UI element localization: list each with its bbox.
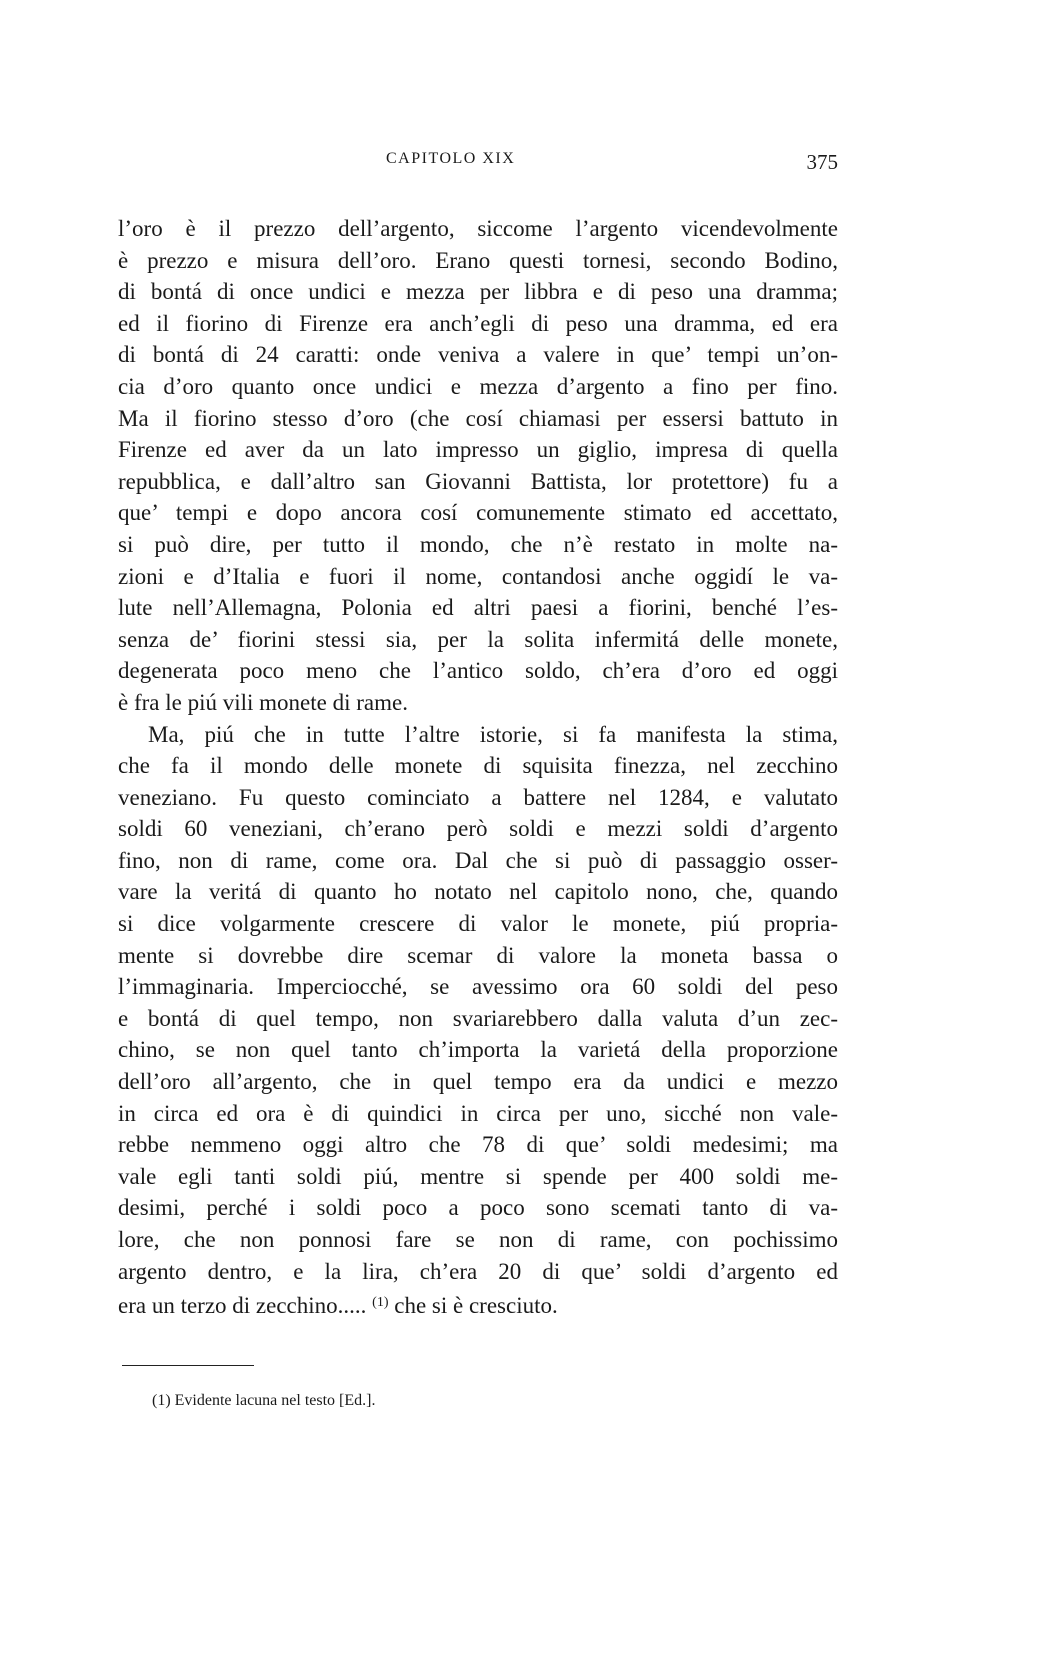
page-number: 375 — [806, 150, 838, 174]
footnote-reference[interactable]: (1) — [372, 1295, 389, 1311]
text-line: in circa ed ora è di quindici in circa per uno, sicché non vale- — [118, 1100, 838, 1126]
text-line: argento dentro, e la lira, ch’era 20 di que’ soldi d’argento ed — [118, 1258, 838, 1284]
text-line: rebbe nemmeno oggi altro che 78 di que’ soldi medesimi; ma — [118, 1132, 838, 1158]
footnote: (1) Evidente lacuna nel testo [Ed.]. — [152, 1392, 376, 1409]
page-header — [118, 150, 838, 184]
text-line: que’ tempi e dopo ancora cosí comunemente stimato ed accettato, — [118, 500, 838, 526]
text-line: ed il fiorino di Firenze era anch’egli di peso una dramma, ed era — [118, 310, 838, 336]
text-line: senza de’ fiorini stessi sia, per la solita infermitá delle monete, — [118, 626, 838, 652]
paragraph-1 — [118, 213, 838, 719]
text-line: chino, se non quel tanto ch’importa la varietá della proporzione — [118, 1037, 838, 1063]
text-line: vare la veritá di quanto ho notato nel capitolo nono, che, quando — [118, 879, 838, 905]
text-line: veneziano. Fu questo cominciato a battere nel 1284, e valutato — [118, 784, 838, 810]
text-line-final — [118, 1287, 838, 1319]
footnote-divider — [122, 1365, 254, 1366]
text-line: soldi 60 veneziani, ch’erano però soldi e mezzi soldi d’argento — [118, 816, 838, 842]
text-line: repubblica, e dall’altro san Giovanni Battista, lor protettore) fu a — [118, 468, 838, 494]
final-line-text: era un terzo di zecchino..... — [118, 1293, 373, 1319]
text-line: lore, che non ponnosi fare se non di rame, con pochissimo — [118, 1227, 838, 1252]
text-line: desimi, perché i soldi poco a poco sono scemati tanto di va- — [118, 1195, 838, 1221]
text-line: zioni e d’Italia e fuori il nome, contandosi anche oggidí le va- — [118, 563, 838, 589]
text-line: Ma, piú che in tutte l’altre istorie, si fa manifesta la stima, — [148, 721, 838, 747]
text-line: di bontá di once undici e mezza per libbra e di peso una dramma; — [118, 279, 838, 305]
running-head: CAPITOLO XIX — [386, 150, 516, 167]
text-line: lute nell’Allemagna, Polonia ed altri paesi a fiorini, benché l’es- — [118, 595, 838, 621]
text-line: l’oro è il prezzo dell’argento, siccome l’argento vicendevolmente — [118, 216, 838, 241]
text-line: si può dire, per tutto il mondo, che n’è restato in molte na- — [118, 531, 838, 557]
text-line: di bontá di 24 caratti: onde veniva a valere in que’ tempi un’on- — [118, 342, 838, 368]
text-line: che fa il mondo delle monete di squisita finezza, nel zecchino — [118, 753, 838, 779]
text-line: degenerata poco meno che l’antico soldo, ch’era d’oro ed oggi — [118, 658, 838, 684]
text-line: è fra le piú vili monete di rame. — [118, 689, 408, 715]
text-line: è prezzo e misura dell’oro. Erano questi tornesi, secondo Bodino, — [118, 247, 838, 273]
text-line: e bontá di quel tempo, non svariarebbero dalla valuta d’un zec- — [118, 1005, 838, 1031]
body-text — [118, 213, 838, 1319]
paragraph-2 — [118, 719, 838, 1319]
text-line: dell’oro all’argento, che in quel tempo era da undici e mezzo — [118, 1069, 838, 1095]
text-line: l’immaginaria. Imperciocché, se avessimo ora 60 soldi del peso — [118, 974, 838, 1000]
text-line: mente si dovrebbe dire scemar di valore la moneta bassa o — [118, 942, 838, 968]
text-line: Ma il fiorino stesso d’oro (che cosí chiamasi per essersi battuto in — [118, 405, 838, 431]
text-line: vale egli tanti soldi piú, mentre si spende per 400 soldi me- — [118, 1163, 838, 1189]
text-line: fino, non di rame, come ora. Dal che si può di passaggio osser- — [118, 847, 838, 873]
final-line-text-after: che si è cresciuto. — [388, 1293, 558, 1319]
text-line: cia d’oro quanto once undici e mezza d’argento a fino per fino. — [118, 373, 838, 399]
text-line: Firenze ed aver da un lato impresso un giglio, impresa di quella — [118, 437, 838, 463]
text-line: si dice volgarmente crescere di valor le monete, piú propria- — [118, 911, 838, 937]
